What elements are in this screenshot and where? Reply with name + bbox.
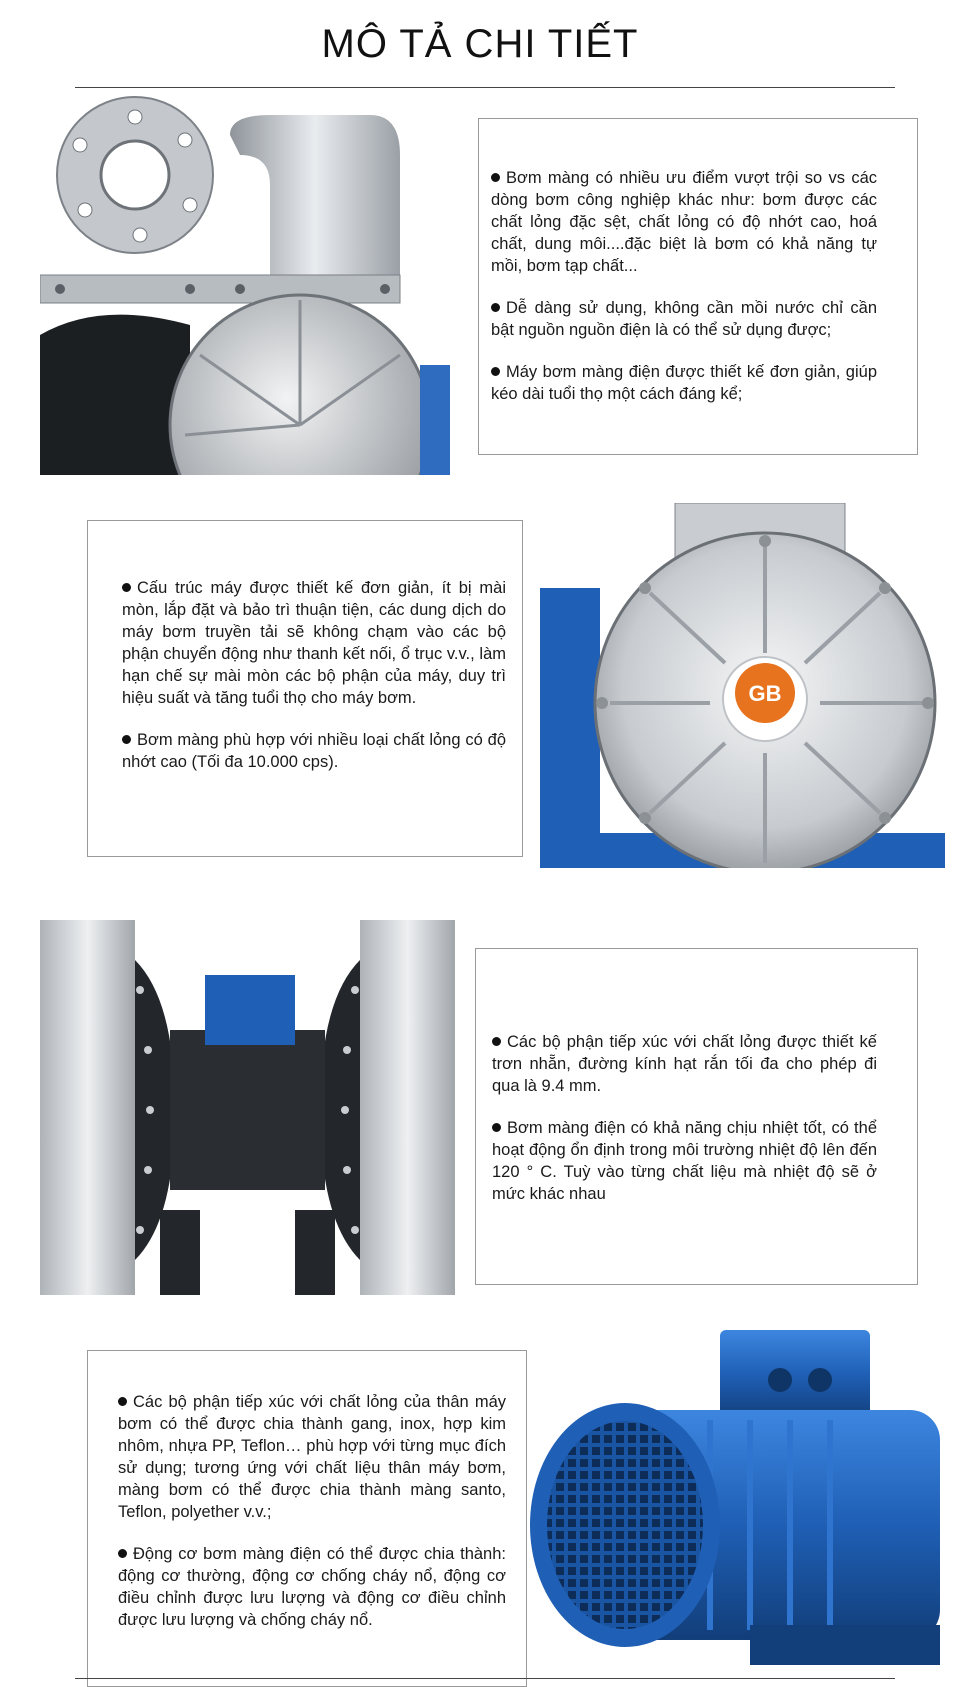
bullet-icon [118,1549,127,1558]
bullet-icon [491,173,500,182]
bullet-icon [118,1397,127,1406]
pump-top-flange-photo [40,95,450,475]
info-box-2 [87,520,523,857]
section-1-paragraph: Dễ dàng sử dụng, không cần mồi nước chỉ cần bật nguồn nguồn điện là có thể sử dụng được; [491,299,877,339]
info-box-3 [475,948,918,1285]
page-title: MÔ TẢ CHI TIẾT [321,22,639,66]
bullet-icon [491,303,500,312]
bullet-icon [492,1123,501,1132]
blue-motor-photo [530,1325,945,1670]
bullet-icon [492,1037,501,1046]
section-1-paragraph: Máy bơm màng điện được thiết kế đơn giản, giúp kéo dài tuổi thọ một cách đáng kể; [491,363,877,403]
brand-logo-text: GB [748,681,782,706]
info-box-4 [87,1350,527,1687]
info-box-1 [478,118,918,455]
section-4-paragraph: Động cơ bơm màng điện có thể được chia thành: động cơ thường, động cơ chống cháy nổ, động cơ điều chỉnh được lưu lượng và động cơ điều chỉnh được lưu lượng và chống cháy nổ. [118,1545,506,1629]
pump-chamber-side-photo [40,920,455,1295]
footer-divider [75,1678,895,1679]
section-2-paragraph: Bơm màng phù hợp với nhiều loại chất lỏng có độ nhớt cao (Tối đa 10.000 cps). [122,731,506,771]
title-divider [75,87,895,88]
section-4-paragraph: Các bộ phận tiếp xúc với chất lỏng của thân máy bơm có thể được chia thành gang, inox, hợp kim nhôm, nhựa PP, Teflon… phù hợp với từng mục đích sử dụng; tương ứng với chất liệu thân máy bơm, màng bơm có thể được chia thành màng santo, Teflon, polyether v.v.; [118,1393,506,1521]
bullet-icon [491,367,500,376]
bullet-icon [122,583,131,592]
section-2-paragraph: Cấu trúc máy được thiết kế đơn giản, ít bị mài mòn, lắp đặt và bảo trì thuận tiện, các dung dịch do máy bơm truyền tải sẽ không chạm vào các bộ phận chuyển động như thanh kết nối, ổ trục v.v., làm hạn chế sự mài mòn các bộ phận của máy, duy trì hiệu suất và tăng tuổi thọ cho máy bơm. [122,579,506,707]
section-1-paragraph: Bơm màng có nhiều ưu điểm vượt trội so vs các dòng bơm công nghiệp khác như: bơm được các chất lỏng đặc sệt, chất lỏng có độ nhớt cao, hoá chất, dung môi....đặc biệt là bơm có khả năng tự mồi, bơm tạp chất... [491,169,877,275]
section-3-paragraph: Bơm màng điện có khả năng chịu nhiệt tốt, có thể hoạt động ổn định trong môi trường nhiệt độ lên đến 120 ° C. Tuỳ vào từng chất liệu mà nhiệt độ sẽ ở mức khác nhau [492,1119,877,1203]
bullet-icon [122,735,131,744]
section-3-paragraph: Các bộ phận tiếp xúc với chất lỏng được thiết kế trơn nhẵn, đường kính hạt rắn tối đa cho phép đi qua là 9.4 mm. [492,1033,877,1095]
pump-diaphragm-cover-photo [540,503,945,868]
